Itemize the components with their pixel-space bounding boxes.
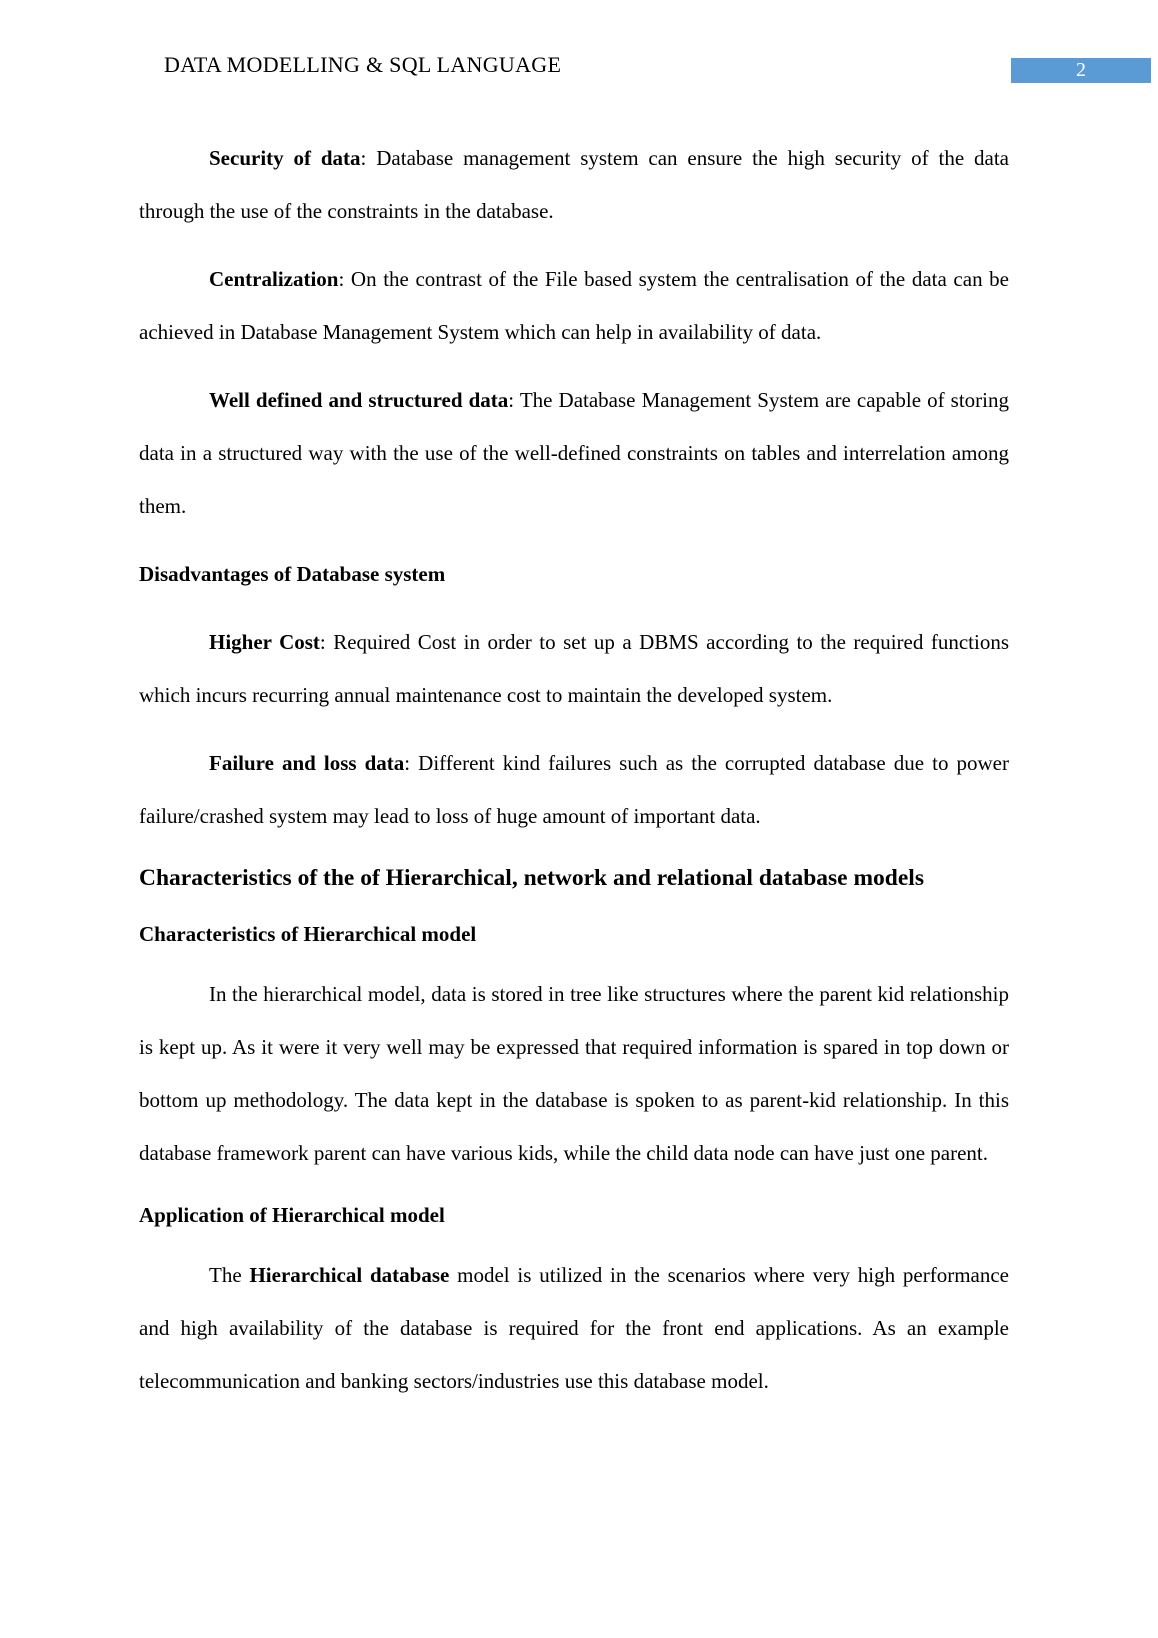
heading-hierarchical-application: Application of Hierarchical model [139, 1203, 445, 1227]
running-header: DATA MODELLING & SQL LANGUAGE [164, 52, 562, 77]
term-security: Security of data [209, 146, 361, 170]
term-structured-data: Well defined and structured data [209, 388, 509, 412]
heading-characteristics: Characteristics of the of Hierarchical, network and relational database models [139, 865, 924, 891]
page-number: 2 [1011, 58, 1151, 83]
paragraph-centralization: Centralization: On the contrast of the File based system the centralisation of the data can be achieved in Database Management System which can help in availability of data. [139, 267, 1009, 344]
paragraph-hierarchical-application: The Hierarchical database model is utilized in the scenarios where very high performance and high availability of the database is required for the front end applications. As an example telecommunication and banking sectors/industries use this database model. [139, 1263, 1009, 1393]
term-hierarchical-database: Hierarchical database [249, 1263, 450, 1287]
paragraph-security: Security of data: Database management system can ensure the high security of the data through the use of the constraints in the database. [139, 146, 1009, 223]
term-failure: Failure and loss data [209, 751, 405, 775]
paragraph-failure: Failure and loss data: Different kind failures such as the corrupted database due to power failure/crashed system may lead to loss of huge amount of important data. [139, 751, 1009, 828]
paragraph-higher-cost: Higher Cost: Required Cost in order to set up a DBMS according to the required functions which incurs recurring annual maintenance cost to maintain the developed system. [139, 630, 1009, 707]
paragraph-hierarchical-characteristics: In the hierarchical model, data is stored in tree like structures where the parent kid relationship is kept up. As it were it very well may be expressed that required information is spared in top down or bottom up methodology. The data kept in the database is spoken to as parent-kid relationship. In this database framework parent can have various kids, while the child data node can have just one parent. [139, 982, 1009, 1165]
paragraph-structured-data: Well defined and structured data: The Database Management System are capable of storing data in a structured way with the use of the well-defined constraints on tables and interrelation among them. [139, 388, 1010, 518]
heading-hierarchical-characteristics: Characteristics of Hierarchical model [139, 922, 477, 946]
heading-disadvantages: Disadvantages of Database system [139, 562, 446, 586]
document-body [139, 132, 1009, 1423]
term-higher-cost: Higher Cost [209, 630, 320, 654]
term-centralization: Centralization [209, 267, 339, 291]
